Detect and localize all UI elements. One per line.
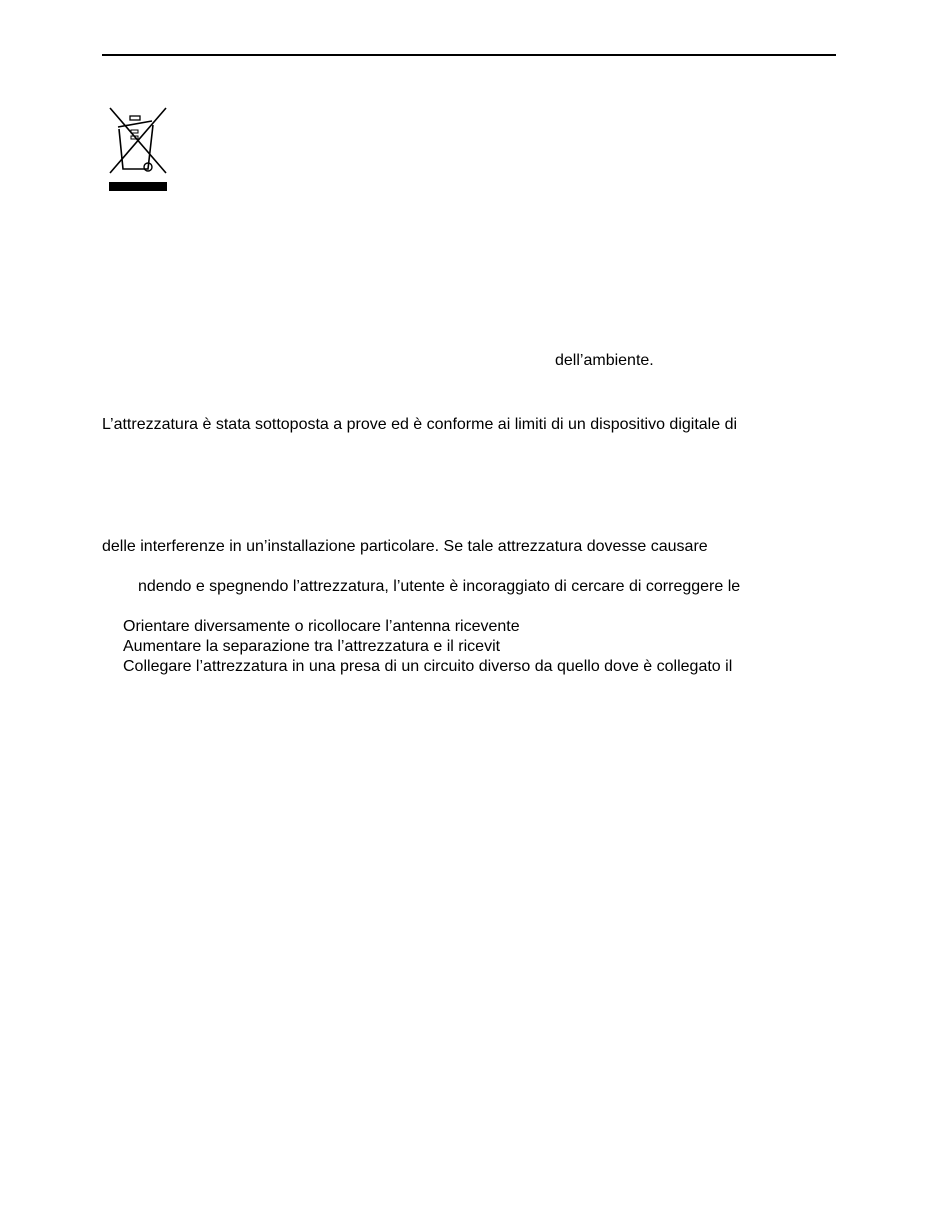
text-line-conformity: L’attrezzatura è stata sottoposta a prove ed è conforme ai limiti di un dispositivo digitale di <box>102 416 738 433</box>
list-item: Aumentare la separazione tra l’attrezzatura e il ricevit <box>123 638 501 655</box>
list-item: Collegare l’attrezzatura in una presa di un circuito diverso da quello dove è collegato il <box>123 658 733 675</box>
list-item: Orientare diversamente o ricollocare l’antenna ricevente <box>123 618 520 635</box>
measures-list <box>123 617 732 677</box>
text-line-switching: ndendo e spegnendo l’attrezzatura, l’utente è incoraggiato di cercare di correggere le <box>138 578 741 595</box>
text-line-ambiente: dell’ambiente. <box>555 352 654 369</box>
text-line-interference: delle interferenze in un’installazione particolare. Se tale attrezzatura dovesse causare <box>102 538 708 555</box>
header-rule <box>102 54 836 56</box>
crossed-out-wheelie-bin-icon <box>104 105 170 195</box>
